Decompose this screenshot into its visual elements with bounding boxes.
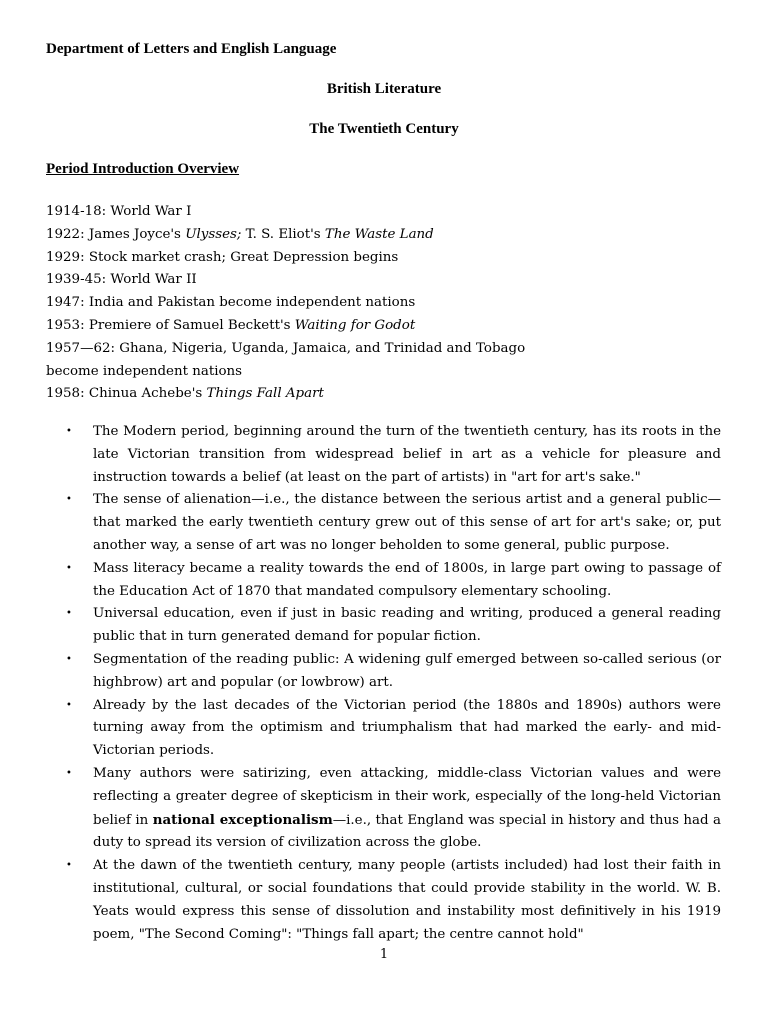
bullet-text: Mass literacy became a reality towards the end of 1800s, in large part owing to passage of the Education Act of 1870 that mandated compulsory elementary schooling. (93, 560, 721, 599)
bullet-dot-icon: • (66, 562, 72, 574)
timeline-item (46, 338, 726, 361)
timeline-title-italic: Things Fall Apart (206, 386, 324, 402)
bullet-list (60, 421, 721, 946)
timeline-item (46, 247, 726, 270)
bullet-dot-icon: • (66, 767, 72, 779)
bullet-text: Universal education, even if just in basic reading and writing, produced a general reading public that in turn generated demand for popular fiction. (93, 606, 721, 645)
bullet-text: At the dawn of the twentieth century, many people (artists included) had lost their faith in institutional, cultural, or social foundations that could provide stability in the world. W. B. Yeats would express this sense of dissolution and instability most definitively in his 1919 poem, "The Second Coming": "Things fall apart; the centre cannot hold" (93, 858, 721, 942)
timeline-title-italic: Waiting for Godot (294, 317, 416, 333)
timeline-item (46, 269, 726, 292)
timeline-text: 1929: Stock market crash; Great Depression begins (46, 249, 399, 265)
bullet-text: Many authors were satirizing, even attacking, middle-class Victorian values and were reflecting a greater degree of skepticism in their work, especially of the long-held Victorian belief in (93, 765, 721, 828)
bullet-dot-icon: • (66, 494, 72, 506)
bullet-dot-icon: • (66, 608, 72, 620)
timeline-item (46, 224, 726, 247)
bullet-dot-icon: • (66, 426, 72, 437)
timeline-text: 1958: Chinua Achebe's (46, 386, 207, 402)
bullet-bold-term: national exceptionalism (152, 811, 333, 828)
timeline-text: 1957—62: Ghana, Nigeria, Uganda, Jamaica, and Trinidad and Tobago (46, 340, 526, 356)
timeline-list (46, 201, 726, 406)
timeline-text: 1914-18: World War I (46, 204, 192, 219)
bullet-text: Segmentation of the reading public: A widening gulf emerged between so-called serious (or highbrow) art and popular (or lowbrow) art. (93, 651, 721, 690)
bullet-text: The sense of alienation—i.e., the distance between the serious artist and a general public—that marked the early twentieth century grew out of this sense of art for art's sake; or, put another way, a sense of art was no longer beholden to some general, public purpose. (93, 492, 721, 553)
bullet-text: The Modern period, beginning around the turn of the twentieth century, has its roots in the late Victorian transition from widespread belief in art as a vehicle for pleasure and instruction towards a belief (at least on the part of artists) in "art for art's sake." (93, 424, 721, 485)
bullet-dot-icon: • (66, 653, 72, 665)
timeline-text: 1947: India and Pakistan become independent nations (46, 295, 416, 311)
timeline-item (46, 201, 726, 224)
timeline-text: 1922: James Joyce's (46, 226, 186, 242)
section-heading: Period Introduction Overview (46, 161, 240, 177)
bullet-item (60, 649, 721, 695)
bullet-item (60, 489, 721, 557)
bullet-dot-icon: • (66, 860, 72, 872)
timeline-item (46, 383, 726, 406)
page-number: 1 (379, 947, 389, 962)
bullet-dot-icon: • (66, 699, 72, 711)
period-title: The Twentieth Century (309, 121, 459, 137)
department-heading: Department of Letters and English Language (46, 41, 337, 57)
bullet-item (60, 558, 721, 604)
timeline-title-italic: The Waste Land (324, 226, 434, 242)
bullet-item (60, 855, 721, 946)
bullet-text: Already by the last decades of the Victorian period (the 1880s and 1890s) authors were turning away from the optimism and triumphalism that had marked the early- and mid-Victorian periods. (93, 697, 721, 759)
bullet-item (60, 763, 721, 855)
bullet-item (60, 421, 721, 489)
timeline-item (46, 315, 726, 338)
course-title: British Literature (326, 81, 442, 97)
timeline-item (46, 361, 726, 384)
timeline-text: 1953: Premiere of Samuel Beckett's (46, 317, 295, 333)
timeline-item (46, 292, 726, 315)
bullet-text: —i.e., that England was special in history and thus had a duty to spread its version of civilization across the globe. (93, 812, 721, 851)
bullet-item (60, 695, 721, 763)
timeline-text: become independent nations (46, 363, 243, 379)
bullet-item (60, 603, 721, 649)
timeline-title-italic: Ulysses; (185, 226, 242, 242)
timeline-text: T. S. Eliot's (241, 226, 325, 242)
timeline-text: 1939-45: World War II (46, 272, 197, 288)
